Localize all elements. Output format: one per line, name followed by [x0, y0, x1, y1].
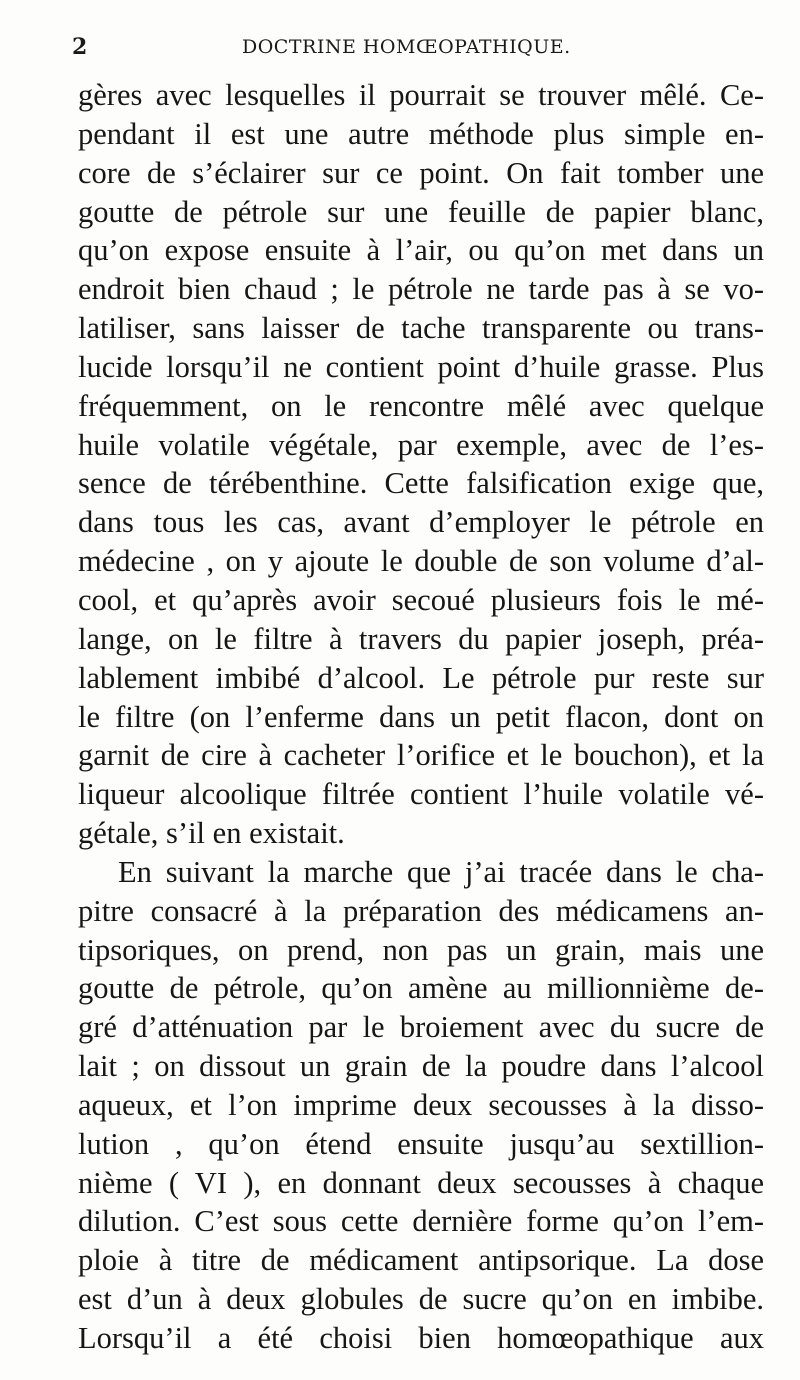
text-line: pendant il est une autre méthode plus simple en-: [78, 116, 764, 151]
text-line: cool, et qu’après avoir secoué plusieurs fois le mé-: [78, 582, 764, 617]
text-line: lution , qu’on étend ensuite jusqu’au sextillion-: [78, 1126, 764, 1161]
text-line: fréquemment, on le rencontre mêlé avec quelque: [78, 388, 764, 423]
page-header: [72, 34, 762, 62]
text-line: gré d’atténuation par le broiement avec du sucre de: [78, 1010, 764, 1045]
text-line: qu’on expose ensuite à l’air, ou qu’on met dans un: [78, 233, 764, 268]
text-line: garnit de cire à cacheter l’orifice et le bouchon), et la: [78, 738, 764, 773]
text-line: est d’un à deux globules de sucre qu’on en imbibe.: [78, 1282, 764, 1317]
text-line: endroit bien chaud ; le pétrole ne tarde pas à se vo-: [78, 272, 764, 307]
text-line: lucide lorsqu’il ne contient point d’huile grasse. Plus: [78, 349, 764, 384]
text-line: lait ; on dissout un grain de la poudre dans l’alcool: [78, 1049, 764, 1084]
text-line: médecine , on y ajoute le double de son volume d’al-: [78, 544, 764, 579]
text-line: nième ( VI ), en donnant deux secousses à chaque: [78, 1165, 764, 1200]
text-line: gères avec lesquelles il pourrait se trouver mêlé. Ce-: [78, 78, 764, 112]
text-line: core de s’éclairer sur ce point. On fait tomber une: [78, 155, 764, 190]
text-line: liqueur alcoolique filtrée contient l’huile volatile vé-: [78, 777, 764, 812]
text-line: le filtre (on l’enferme dans un petit flacon, dont on: [78, 699, 764, 734]
text-line: aqueux, et l’on imprime deux secousses à la disso-: [78, 1087, 764, 1122]
paragraph-start-line: En suivant la marche que j’ai tracée dans le cha-: [118, 854, 764, 889]
text-line: dans tous les cas, avant d’employer le pétrole en: [78, 505, 764, 540]
text-line: dilution. C’est sous cette dernière forme qu’on l’em-: [78, 1204, 764, 1239]
text-line: sence de térébenthine. Cette falsification exige que,: [78, 466, 764, 501]
body-text: [78, 76, 764, 1358]
running-title: DOCTRINE HOMŒOPATHIQUE.: [242, 36, 571, 58]
page-number: 2: [72, 34, 88, 60]
text-line: latiliser, sans laisser de tache transparente ou trans-: [78, 311, 764, 346]
paragraph-end-line: gétale, s’il en existait.: [78, 816, 345, 851]
text-line: pitre consacré à la préparation des médicamens an-: [78, 893, 764, 928]
text-line: lange, on le filtre à travers du papier joseph, préa-: [78, 621, 764, 656]
text-line: ploie à titre de médicament antipsorique. La dose: [78, 1243, 764, 1278]
text-line: lablement imbibé d’alcool. Le pétrole pur reste sur: [78, 660, 764, 695]
text-line: goutte de pétrole sur une feuille de papier blanc,: [78, 194, 764, 229]
text-line: tipsoriques, on prend, non pas un grain, mais une: [78, 932, 764, 967]
text-line: huile volatile végétale, par exemple, avec de l’es-: [78, 427, 764, 462]
text-line: Lorsqu’il a été choisi bien homœopathique aux: [78, 1321, 764, 1355]
text-line: goutte de pétrole, qu’on amène au millionnième de-: [78, 971, 764, 1006]
